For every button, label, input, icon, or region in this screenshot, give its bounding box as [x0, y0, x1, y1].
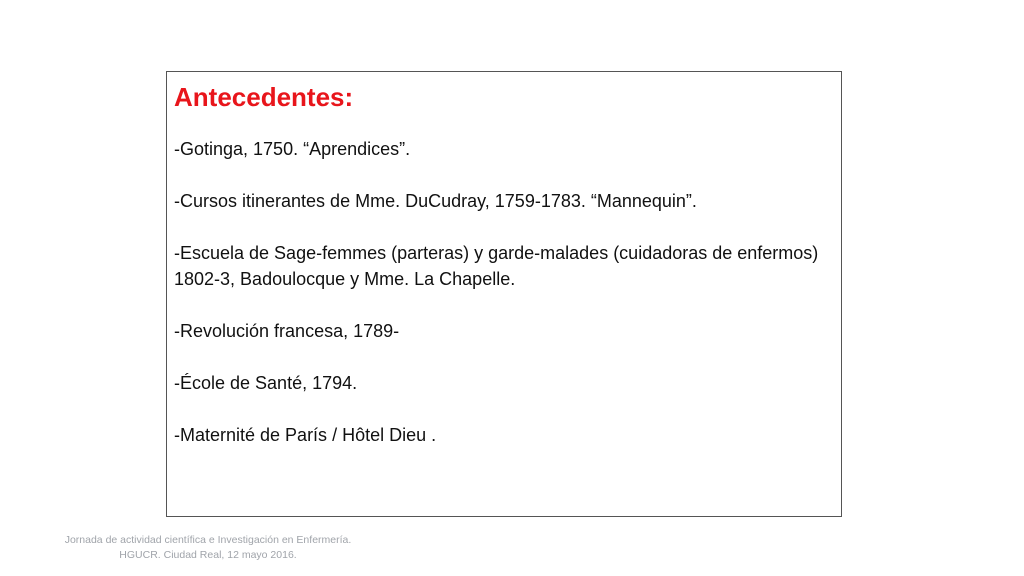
footer-line-1: Jornada de actividad científica e Investigación en Enfermería.	[64, 534, 352, 546]
bullet-maternite-paris: -Maternité de París / Hôtel Dieu .	[174, 425, 437, 445]
bullet-cursos-itinerantes: -Cursos itinerantes de Mme. DuCudray, 1759-1783. “Mannequin”.	[174, 191, 697, 211]
content-box	[166, 71, 842, 517]
bullet-revolucion-francesa: -Revolución francesa, 1789-	[174, 321, 400, 341]
bullet-ecole-de-sante: -École de Santé, 1794.	[174, 373, 358, 393]
bullet-gotinga: -Gotinga, 1750. “Aprendices”.	[174, 139, 411, 159]
footer	[28, 533, 388, 563]
bullet-escuela-sage-femmes: -Escuela de Sage-femmes (parteras) y garde-malades (cuidadoras de enfermos) 1802-3, Badoulocque y Mme. La Chapelle.	[174, 243, 819, 289]
slide-title: Antecedentes:	[174, 82, 354, 112]
footer-line-2: HGUCR. Ciudad Real, 12 mayo 2016.	[119, 549, 297, 561]
